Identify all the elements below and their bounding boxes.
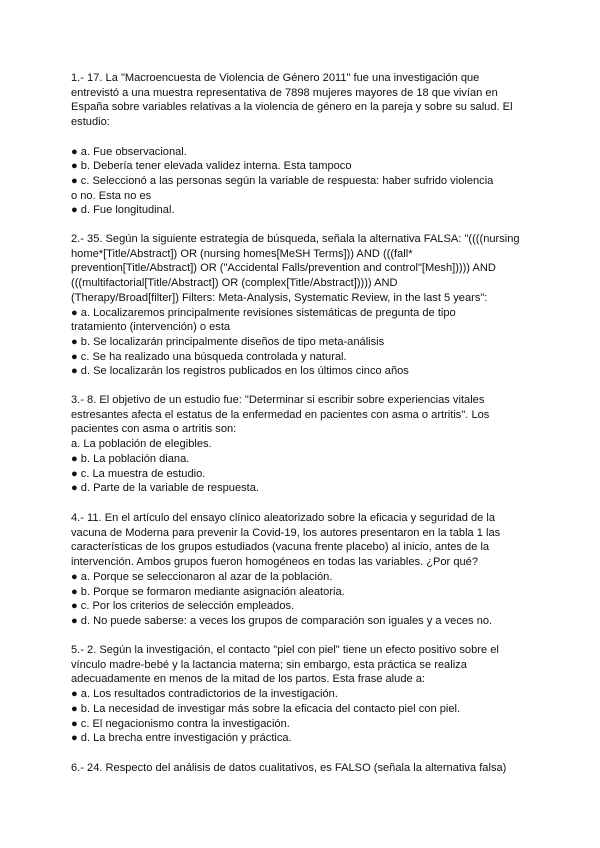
question-3-option-d: ● d. Parte de la variable de respuesta.	[71, 482, 260, 495]
question-6-stem-line: 6.- 24. Respecto del análisis de datos cualitativos, es FALSO (señala la alternativa falsa)	[71, 762, 507, 774]
question-4-stem-line: 4.- 11. En el artículo del ensayo clínico aleatorizado sobre la eficacia y seguridad de la	[71, 512, 496, 524]
question-2-stem-line: home*[Title/Abstract]) OR (nursing homes[MeSH Terms])) AND (((fall*	[71, 247, 413, 260]
question-1-option-c: ● c. Seleccionó a las personas según la variable de respuesta: haber sufrido violencia	[71, 174, 494, 187]
question-2-option-c: ● c. Se ha realizado una búsqueda controlada y natural.	[71, 350, 347, 363]
question-2-option-a-continued: tratamiento (intervención) o esta	[71, 321, 231, 334]
question-2-option-a: ● a. Localizaremos principalmente revisiones sistemáticas de pregunta de tipo	[71, 306, 456, 319]
question-5	[71, 643, 533, 746]
question-5-option-d: ● d. La brecha entre investigación y práctica.	[71, 732, 292, 745]
question-1-stem-line: estudio:	[71, 116, 110, 129]
question-1-option-c-continued: o no. Esta no es	[71, 189, 152, 202]
question-2-stem-line: (Therapy/Broad[filter]) Filters: Meta-Analysis, Systematic Review, in the last 5 years":	[71, 291, 488, 304]
question-1	[71, 71, 533, 218]
question-4-option-c: ● c. Por los criterios de selección empleados.	[71, 600, 295, 613]
question-3-stem-line: estresantes afecta el estatus de la enfermedad en pacientes con asma o artritis". Los	[71, 408, 490, 421]
question-5-stem-line: vínculo madre-bebé y la lactancia materna; sin embargo, esta práctica se realiza	[71, 658, 467, 671]
question-3-option-a: a. La población de elegibles.	[71, 438, 212, 451]
question-1-option-a: ● a. Fue observacional.	[71, 145, 187, 158]
question-4-option-a: ● a. Porque se seleccionaron al azar de la población.	[71, 570, 333, 583]
question-2-option-d: ● d. Se localizarán los registros publicados en los últimos cinco años	[71, 365, 409, 378]
question-2	[71, 232, 533, 379]
question-3	[71, 393, 533, 496]
question-1-stem-line: España sobre variables relativas a la violencia de género en la pareja y sobre su salud. El	[71, 101, 513, 114]
question-3-option-b: ● b. La población diana.	[71, 452, 190, 465]
question-1-stem-line: entrevistó a una muestra representativa de 7898 mujeres mayores de 18 que vivían en	[71, 86, 498, 99]
question-2-stem-line: (((multifactorial[Title/Abstract]) OR (complex[Title/Abstract])))) AND	[71, 277, 398, 290]
question-5-option-c: ● c. El negacionismo contra la investigación.	[71, 717, 290, 730]
question-4-option-d: ● d. No puede saberse: a veces los grupos de comparación son iguales y a veces no.	[71, 614, 493, 627]
question-3-stem-line: pacientes con asma o artritis son:	[71, 423, 237, 436]
question-3-option-c: ● c. La muestra de estudio.	[71, 467, 206, 480]
question-4	[71, 511, 533, 629]
question-1-option-b: ● b. Debería tener elevada validez interna. Esta tampoco	[71, 160, 352, 173]
question-4-option-b: ● b. Porque se formaron mediante asignación aleatoria.	[71, 585, 345, 598]
question-1-option-d: ● d. Fue longitudinal.	[71, 204, 175, 217]
question-5-stem-line: 5.- 2. Según la investigación, el contacto "piel con piel" tiene un efecto positivo sobre el	[71, 644, 499, 656]
question-2-stem-line: 2.- 35. Según la siguiente estrategia de búsqueda, señala la alternativa FALSA: "((((nursing	[71, 233, 520, 245]
question-5-option-a: ● a. Los resultados contradictorios de la investigación.	[71, 688, 338, 701]
question-2-option-b: ● b. Se localizarán principalmente diseños de tipo meta-análisis	[71, 335, 385, 348]
question-4-stem-line: vacuna de Moderna para prevenir la Covid-19, los autores presentaron en la tabla 1 las	[71, 526, 501, 539]
question-5-stem-line: adecuadamente en menos de la mitad de los partos. Esta frase alude a:	[71, 673, 425, 686]
question-4-stem-line: intervención. Ambos grupos fueron homogéneos en todas las variables. ¿Por qué?	[71, 556, 479, 569]
question-5-option-b: ● b. La necesidad de investigar más sobre la eficacia del contacto piel con piel.	[71, 702, 461, 715]
question-1-stem-line: 1.- 17. La "Macroencuesta de Violencia de Género 2011" fue una investigación que	[71, 72, 480, 84]
question-6	[71, 761, 533, 776]
question-2-stem-line: prevention[Title/Abstract]) OR ("Accidental Falls/prevention and control"[Mesh])))) AND	[71, 262, 496, 275]
question-4-stem-line: características de los grupos estudiados (vacuna frente placebo) al inicio, antes de la	[71, 541, 490, 554]
question-3-stem-line: 3.- 8. El objetivo de un estudio fue: "Determinar si escribir sobre experiencias vitales	[71, 394, 485, 406]
